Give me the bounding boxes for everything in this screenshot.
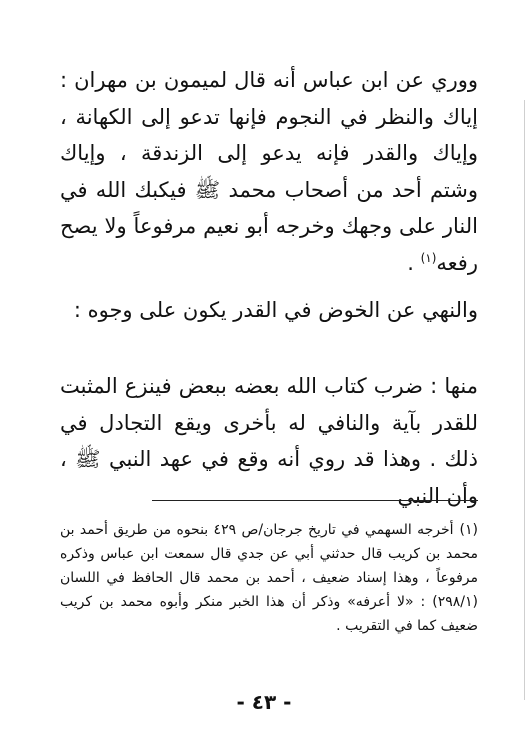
page-number: - ٤٣ -: [236, 690, 292, 714]
footnote-1: [60, 518, 478, 638]
footnote-divider: [152, 500, 478, 501]
paragraph-1-text: ووري عن ابن عباس أنه قال لميمون بن مهران : إياك والنظر في النجوم فإنها تدعو إلى الكهانة ، وإياك والقدر فإنه يدعو إلى الزندقة ، وإياك وشتم أحد من أصحاب محمد ﷺ فيكبك الله في النار على وجهك وخرجه أبو نعيم مرفوعاً ولا يصح رفعه: [60, 68, 478, 275]
paragraph-prohibition-heading: والنهي عن الخوض في القدر يكون على وجوه :: [73, 298, 478, 322]
paragraph-first-aspect: منها : ضرب كتاب الله بعضه ببعض فينزع المثبت للقدر بآية والنافي له بأخرى ويقع التجادل في ذلك . وهذا قد روي أنه وقع في عهد النبي ﷺ ، وأن النبي: [60, 374, 478, 508]
paragraph-1-tail: .: [407, 250, 421, 275]
footnote-1-number: (١): [459, 522, 478, 538]
footnote-reference-1[interactable]: (١): [420, 250, 437, 265]
paragraph-ibn-abbas-narration: [60, 62, 478, 281]
scan-edge-line: [524, 100, 525, 700]
footnote-1-text: أخرجه السهمي في تاريخ جرجان/ص ٤٢٩ بنحوه من طريق أحمد بن محمد بن كريب قال حدثني أبي عن جدي قال سمعت ابن عباس وذكره مرفوعاً ، وهذا إسناد ضعيف ، أحمد بن محمد قال الحافظ في اللسان (٢٩٨/١) : «لا أعرفه» وذكر أن هذا الخبر منكر وأبوه محمد بن كريب ضعيف كما في التقريب .: [60, 522, 478, 634]
